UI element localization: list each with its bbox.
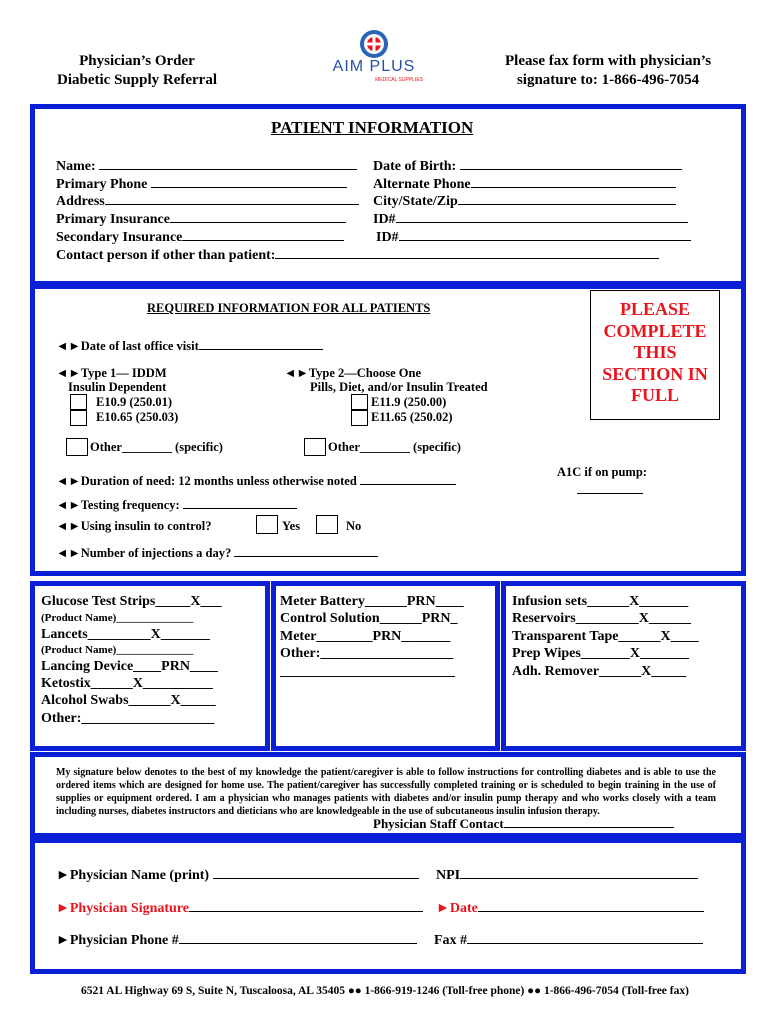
- e119-checkbox[interactable]: [351, 394, 368, 410]
- notice-line2: COMPLETE: [603, 320, 707, 341]
- staff-contact-label: Physician Staff Contact: [373, 816, 504, 831]
- fax-label: Fax #: [434, 933, 468, 948]
- address-field[interactable]: [56, 191, 359, 210]
- a1c-blank[interactable]: [577, 493, 643, 494]
- footer-address: 6521 AL Highway 69 S, Suite N, Tuscaloosa, AL 35405 ●● 1-866-919-1246 (Toll-free phone) ●● 1-866-496-7054 (Toll-free fax): [81, 985, 689, 997]
- please-complete-notice: [590, 290, 720, 420]
- alt-phone-label: Alternate Phone: [373, 177, 471, 192]
- physician-signature-label: ►Physician Signature: [56, 901, 190, 916]
- testing-field[interactable]: [56, 495, 297, 513]
- lancing-device-item[interactable]: Lancing Device____PRN____: [41, 659, 218, 674]
- yes-checkbox[interactable]: [256, 515, 278, 534]
- e1065-label: E10.65 (250.03): [96, 410, 179, 424]
- name-label: Name:: [56, 159, 96, 174]
- logo-text: AIM PLUS: [332, 58, 416, 75]
- other-supply-2[interactable]: Other:___________________: [280, 646, 454, 661]
- primary-phone-label: Primary Phone: [56, 177, 148, 192]
- transparent-tape-item[interactable]: Transparent Tape______X____: [512, 629, 699, 644]
- e109-label: E10.9 (250.01): [96, 395, 173, 409]
- physician-name-field[interactable]: [56, 865, 419, 884]
- physician-phone-field[interactable]: [56, 930, 417, 949]
- fax-line1: Please fax form with physician’s: [505, 53, 712, 69]
- required-info-heading: REQUIRED INFORMATION FOR ALL PATIENTS: [147, 301, 431, 315]
- fax-line2: signature to: 1-866-496-7054: [516, 72, 700, 88]
- other-supply-2-blank[interactable]: _________________________: [280, 664, 455, 679]
- secondary-insurance-label: Secondary Insurance: [56, 230, 183, 245]
- insulin-label: ◄►Using insulin to control?: [56, 519, 212, 533]
- injections-field[interactable]: [56, 543, 378, 561]
- alcohol-swabs-item[interactable]: Alcohol Swabs______X_____: [41, 693, 216, 708]
- other2-checkbox[interactable]: [304, 438, 326, 456]
- type2-label: ◄►Type 2—Choose One: [284, 366, 422, 380]
- id2-label: ID#: [376, 230, 399, 245]
- meter-item[interactable]: Meter________PRN_______: [280, 629, 451, 644]
- date-label: ►Date: [436, 901, 478, 916]
- id1-field[interactable]: [373, 209, 688, 228]
- company-logo: [323, 27, 425, 89]
- type1-label: ◄►Type 1— IDDM: [56, 366, 167, 380]
- logo-subtext: MEDICAL SUPPLIES: [375, 77, 423, 83]
- lancets-item[interactable]: Lancets_________X_______: [41, 627, 210, 642]
- product-name-1[interactable]: (Product Name)______________: [41, 612, 194, 624]
- injections-label: ◄►Number of injections a day?: [56, 546, 232, 560]
- primary-insurance-field[interactable]: [56, 209, 346, 228]
- last-visit-field[interactable]: [56, 336, 323, 354]
- dob-label: Date of Birth:: [373, 159, 457, 174]
- dob-field[interactable]: [373, 156, 682, 175]
- duration-label: ◄►Duration of need: 12 months unless otherwise noted: [56, 474, 357, 488]
- date-field[interactable]: [436, 898, 704, 917]
- other2-label: Other________ (specific): [328, 440, 461, 454]
- notice-line5: FULL: [630, 385, 679, 405]
- adh-remover-item[interactable]: Adh. Remover______X_____: [512, 664, 687, 679]
- meter-battery-item[interactable]: Meter Battery______PRN____: [280, 594, 464, 609]
- npi-field[interactable]: [436, 865, 698, 884]
- physician-signature-field[interactable]: [56, 898, 423, 917]
- form-title: [57, 52, 217, 90]
- a1c-label: A1C if on pump:: [557, 465, 647, 479]
- notice-line3: THIS: [633, 342, 677, 362]
- type2-sub-label: Pills, Diet, and/or Insulin Treated: [310, 380, 488, 394]
- secondary-insurance-field[interactable]: [56, 227, 344, 246]
- infusion-sets-item[interactable]: Infusion sets______X_______: [512, 594, 689, 609]
- patient-info-heading: PATIENT INFORMATION: [271, 118, 474, 137]
- type1-sub-label: Insulin Dependent: [68, 380, 167, 394]
- notice-line4: SECTION IN: [602, 363, 708, 384]
- glucose-strips-item[interactable]: Glucose Test Strips_____X___: [41, 594, 222, 609]
- other1-checkbox[interactable]: [66, 438, 88, 456]
- product-name-2[interactable]: (Product Name)______________: [41, 644, 194, 656]
- title-line2: Diabetic Supply Referral: [57, 72, 217, 88]
- other-supply-1[interactable]: Other:___________________: [41, 711, 215, 726]
- city-field[interactable]: [373, 191, 676, 210]
- testing-label: ◄►Testing frequency:: [56, 498, 180, 512]
- other1-label: Other________ (specific): [90, 440, 223, 454]
- last-visit-label: ◄►Date of last office visit: [56, 339, 199, 353]
- staff-contact-field[interactable]: [373, 814, 674, 832]
- title-line1: Physician’s Order: [79, 53, 195, 69]
- id2-field[interactable]: [376, 227, 691, 246]
- yes-label: Yes: [282, 519, 301, 533]
- e1165-label: E11.65 (250.02): [371, 410, 453, 424]
- physician-phone-label: ►Physician Phone #: [56, 933, 179, 948]
- ketostix-item[interactable]: Ketostix______X__________: [41, 676, 213, 691]
- contact-person-field[interactable]: [56, 245, 659, 264]
- no-checkbox[interactable]: [316, 515, 338, 534]
- primary-insurance-label: Primary Insurance: [56, 212, 170, 227]
- duration-field[interactable]: [56, 471, 456, 489]
- id1-label: ID#: [373, 212, 396, 227]
- e1065-checkbox[interactable]: [70, 410, 87, 426]
- contact-person-label: Contact person if other than patient:: [56, 248, 276, 263]
- city-label: City/State/Zip: [373, 194, 458, 209]
- fax-instructions: [505, 52, 711, 90]
- fax-field[interactable]: [434, 930, 703, 949]
- physician-name-label: ►Physician Name (print): [56, 868, 210, 883]
- control-solution-item[interactable]: Control Solution______PRN_: [280, 611, 458, 626]
- signature-statement: My signature below denotes to the best of my knowledge the patient/caregiver is able to follow instructions for controlling diabetes and is able to use the ordered items which are designed for home use. The patient/caregiver has successfully completed training or is scheduled to begin training in the use of supplies or equipment ordered. I am a physician who manages patients with diabetes and/or insulin pump therapy and who works closely with a team including nurses, diabetes instructors and dieticians who are knowledgeable in the use of subcutaneous insulin infusion therapy.: [56, 767, 716, 817]
- npi-label: NPI: [436, 868, 461, 883]
- notice-line1: PLEASE: [619, 299, 691, 319]
- e119-label: E11.9 (250.00): [371, 395, 447, 409]
- reservoirs-item[interactable]: Reservoirs_________X______: [512, 611, 691, 626]
- e1165-checkbox[interactable]: [351, 410, 368, 426]
- name-field[interactable]: [56, 156, 357, 175]
- prep-wipes-item[interactable]: Prep Wipes_______X_______: [512, 646, 689, 661]
- e109-checkbox[interactable]: [70, 394, 87, 410]
- address-label: Address: [56, 194, 105, 209]
- no-label: No: [346, 519, 362, 533]
